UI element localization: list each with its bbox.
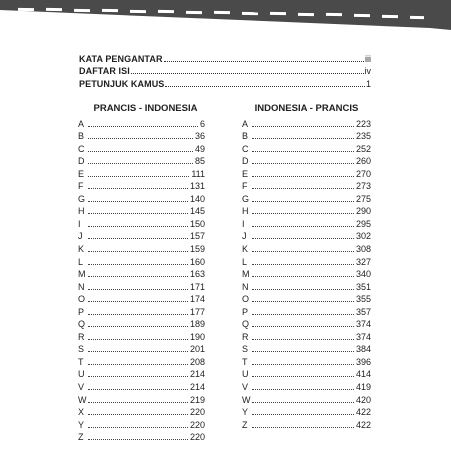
index-entry[interactable] — [242, 393, 371, 406]
entry-page: 396 — [355, 356, 371, 367]
entry-letter: I — [78, 218, 81, 229]
dot-leader — [88, 376, 188, 377]
dot-leader — [252, 351, 354, 352]
index-entry[interactable] — [78, 217, 205, 230]
index-entry[interactable] — [78, 268, 205, 281]
entry-letter: J — [242, 231, 247, 242]
entry-page: 208 — [189, 356, 205, 367]
entry-letter: K — [242, 244, 249, 255]
entry-letter: L — [78, 256, 84, 267]
dot-leader — [88, 339, 188, 340]
entry-letter: A — [242, 118, 249, 129]
index-entry[interactable] — [242, 305, 371, 318]
index-entry[interactable] — [78, 380, 205, 393]
dot-leader — [88, 138, 193, 139]
index-entry[interactable] — [78, 280, 205, 293]
entry-letter: T — [242, 356, 248, 367]
entry-letter: V — [242, 382, 249, 393]
index-entry[interactable] — [78, 393, 205, 406]
entry-letter: D — [78, 156, 85, 167]
dot-leader — [252, 427, 354, 428]
dot-leader — [88, 414, 188, 415]
dot-leader — [252, 301, 354, 302]
entry-page: 414 — [355, 369, 371, 380]
index-entry[interactable] — [242, 192, 371, 205]
entry-page: 275 — [355, 193, 371, 204]
index-entry[interactable] — [242, 155, 371, 168]
entry-page: 223 — [355, 118, 371, 129]
index-entry[interactable] — [78, 343, 205, 356]
dot-leader — [88, 213, 188, 214]
dot-leader — [88, 389, 188, 390]
entry-page: 111 — [191, 168, 205, 179]
entry-page: 190 — [189, 331, 205, 342]
entry-page: 214 — [189, 369, 205, 380]
index-entry[interactable] — [242, 167, 371, 180]
index-entry[interactable] — [242, 380, 371, 393]
entry-letter: P — [242, 306, 249, 317]
entry-page: 357 — [355, 306, 371, 317]
front-matter-label: DAFTAR ISI — [79, 66, 130, 76]
index-entry[interactable] — [78, 230, 205, 243]
dot-leader — [88, 364, 188, 365]
entry-page: 171 — [189, 281, 205, 292]
entry-page: 270 — [355, 168, 371, 179]
entry-letter: K — [78, 244, 85, 255]
entry-page: 374 — [355, 331, 371, 342]
dot-leader — [252, 314, 354, 315]
entry-letter: Y — [78, 419, 85, 430]
entry-page: 302 — [355, 231, 371, 242]
dot-leader — [88, 151, 193, 152]
dot-leader — [252, 126, 354, 127]
index-entry[interactable] — [78, 406, 205, 419]
dot-leader — [252, 226, 354, 227]
front-matter-page: iii — [365, 53, 371, 64]
entry-letter: H — [242, 206, 249, 217]
entry-page: 145 — [189, 206, 205, 217]
dot-leader — [88, 289, 188, 290]
dot-leader — [88, 163, 193, 164]
entry-letter: S — [78, 344, 85, 355]
entry-letter: H — [78, 206, 85, 217]
entry-letter: Z — [242, 419, 248, 430]
entry-page: 150 — [189, 218, 205, 229]
index-entry[interactable] — [78, 130, 205, 143]
entry-letter: Y — [242, 407, 249, 418]
entry-page: 220 — [189, 419, 205, 430]
entry-page: 273 — [355, 181, 371, 192]
index-entry[interactable] — [78, 205, 205, 218]
entry-page: 177 — [189, 306, 205, 317]
decorative-top-band — [0, 0, 451, 30]
entry-letter: R — [242, 331, 249, 342]
front-matter-item[interactable] — [79, 77, 371, 90]
entry-page: 290 — [355, 206, 371, 217]
entry-letter: M — [242, 269, 250, 280]
index-entry[interactable] — [242, 280, 371, 293]
dot-leader — [252, 376, 354, 377]
entry-letter: Q — [242, 319, 250, 330]
entry-page: 159 — [189, 244, 205, 255]
dot-leader — [88, 351, 188, 352]
entry-letter: W — [242, 394, 251, 405]
index-entry[interactable] — [78, 142, 205, 155]
entry-letter: U — [242, 369, 249, 380]
dot-leader — [252, 213, 354, 214]
dot-leader — [88, 176, 189, 177]
index-entry[interactable] — [78, 155, 205, 168]
entry-letter: Q — [78, 319, 86, 330]
front-matter-item[interactable] — [79, 65, 371, 78]
dot-leader — [252, 276, 354, 277]
dot-leader — [164, 61, 364, 62]
dot-leader — [165, 86, 365, 87]
index-entry-list — [242, 117, 371, 431]
entry-page: 351 — [355, 281, 371, 292]
front-matter-item[interactable] — [79, 52, 371, 65]
column-title: INDONESIA - PRANCIS — [254, 103, 359, 114]
index-entry[interactable] — [242, 406, 371, 419]
dot-leader — [88, 427, 188, 428]
front-matter-list — [79, 52, 371, 90]
dot-leader — [252, 163, 354, 164]
index-entry[interactable] — [242, 368, 371, 381]
entry-page: 163 — [189, 269, 205, 280]
dot-leader — [88, 251, 188, 252]
index-entry[interactable] — [242, 355, 371, 368]
entry-page: 174 — [189, 294, 205, 305]
index-entry[interactable] — [242, 255, 371, 268]
entry-letter: C — [242, 143, 249, 154]
entry-page: 140 — [189, 193, 205, 204]
entry-page: 355 — [355, 294, 371, 305]
entry-letter: R — [78, 331, 85, 342]
dot-leader — [252, 364, 354, 365]
dot-leader — [252, 138, 354, 139]
dot-leader — [252, 188, 354, 189]
entry-letter: J — [78, 231, 83, 242]
entry-page: 36 — [194, 131, 205, 142]
index-entry[interactable] — [78, 180, 205, 193]
index-entry[interactable] — [78, 418, 205, 431]
entry-page: 420 — [355, 394, 371, 405]
entry-letter: U — [78, 369, 85, 380]
entry-page: 214 — [189, 382, 205, 393]
dashed-road-graphic — [0, 0, 451, 30]
column-title: PRANCIS - INDONESIA — [93, 103, 198, 114]
entry-letter: G — [242, 193, 250, 204]
index-column-indonesia-prancis — [242, 103, 371, 431]
entry-letter: N — [242, 281, 249, 292]
index-entry[interactable] — [78, 318, 205, 331]
index-column-prancis-indonesia — [78, 103, 205, 443]
entry-letter: G — [78, 193, 86, 204]
entry-page: 201 — [189, 344, 205, 355]
entry-letter: F — [242, 181, 248, 192]
index-entry[interactable] — [78, 192, 205, 205]
entry-letter: O — [78, 294, 86, 305]
entry-letter: E — [242, 168, 249, 179]
entry-letter: O — [242, 294, 250, 305]
entry-page: 157 — [189, 231, 205, 242]
dot-leader — [252, 176, 354, 177]
entry-page: 308 — [355, 244, 371, 255]
dot-leader — [252, 251, 354, 252]
entry-page: 384 — [355, 344, 371, 355]
entry-letter: A — [78, 118, 85, 129]
entry-letter: X — [78, 407, 85, 418]
entry-page: 419 — [355, 382, 371, 393]
entry-page: 219 — [189, 394, 205, 405]
dot-leader — [252, 151, 354, 152]
entry-page: 49 — [194, 143, 205, 154]
entry-letter: E — [78, 168, 85, 179]
index-entry[interactable] — [242, 217, 371, 230]
index-entry[interactable] — [242, 268, 371, 281]
entry-page: 260 — [355, 156, 371, 167]
entry-page: 160 — [189, 256, 205, 267]
dot-leader — [252, 339, 354, 340]
dot-leader — [88, 264, 188, 265]
dot-leader — [252, 238, 354, 239]
entry-letter: L — [242, 256, 248, 267]
index-entry[interactable] — [78, 330, 205, 343]
index-entry[interactable] — [78, 355, 205, 368]
dot-leader — [252, 201, 354, 202]
entry-letter: M — [78, 269, 86, 280]
index-entry[interactable] — [78, 255, 205, 268]
entry-letter: I — [242, 218, 245, 229]
index-entry[interactable] — [242, 418, 371, 431]
entry-letter: W — [78, 394, 87, 405]
dot-leader — [252, 264, 354, 265]
index-entry[interactable] — [242, 130, 371, 143]
index-entry[interactable] — [78, 242, 205, 255]
dot-leader — [252, 289, 354, 290]
dot-leader — [252, 389, 354, 390]
entry-page: 235 — [355, 131, 371, 142]
index-entry[interactable] — [78, 368, 205, 381]
index-entry[interactable] — [242, 230, 371, 243]
entry-letter: D — [242, 156, 249, 167]
entry-page: 422 — [355, 407, 371, 418]
dot-leader — [88, 226, 188, 227]
dot-leader — [88, 201, 188, 202]
entry-letter: B — [242, 131, 249, 142]
dot-leader — [88, 326, 188, 327]
entry-letter: N — [78, 281, 85, 292]
dot-leader — [88, 238, 188, 239]
dot-leader — [88, 402, 188, 403]
entry-page: 85 — [194, 156, 205, 167]
index-entry[interactable] — [242, 330, 371, 343]
index-entry[interactable] — [242, 180, 371, 193]
entry-page: 131 — [189, 181, 205, 192]
front-matter-label: PETUNJUK KAMUS — [79, 78, 165, 89]
index-entry[interactable] — [78, 293, 205, 306]
index-entry[interactable] — [78, 305, 205, 318]
entry-page: 374 — [355, 319, 371, 330]
entry-letter: F — [78, 181, 84, 192]
entry-page: 327 — [355, 256, 371, 267]
entry-page: 340 — [355, 269, 371, 280]
entry-letter: V — [78, 382, 85, 393]
index-entry-list — [78, 117, 205, 443]
entry-letter: P — [78, 306, 85, 317]
dot-leader — [252, 414, 354, 415]
entry-page: 295 — [355, 218, 371, 229]
index-entry[interactable] — [242, 318, 371, 331]
front-matter-page: 1 — [365, 78, 371, 89]
dot-leader — [88, 314, 188, 315]
front-matter-page: iv — [364, 66, 371, 76]
dot-leader — [252, 402, 354, 403]
index-entry[interactable] — [242, 117, 371, 130]
entry-letter: C — [78, 143, 85, 154]
index-entry[interactable] — [242, 343, 371, 356]
dot-leader — [252, 326, 354, 327]
entry-letter: T — [78, 356, 84, 367]
index-entry[interactable] — [242, 293, 371, 306]
entry-page: 252 — [355, 143, 371, 154]
dot-leader — [88, 276, 188, 277]
dot-leader — [88, 301, 188, 302]
front-matter-label: KATA PENGANTAR — [79, 53, 163, 64]
entry-page: 6 — [199, 118, 205, 129]
index-entry[interactable] — [242, 242, 371, 255]
index-entry[interactable] — [78, 117, 205, 130]
dot-leader — [88, 126, 198, 127]
entry-page: 220 — [189, 407, 205, 418]
index-entry[interactable] — [78, 431, 205, 444]
dot-leader — [131, 73, 364, 74]
index-entry[interactable] — [242, 205, 371, 218]
entry-page: 189 — [189, 319, 205, 330]
entry-page: 422 — [355, 419, 371, 430]
entry-letter: S — [242, 344, 249, 355]
index-entry[interactable] — [78, 167, 205, 180]
entry-letter: B — [78, 131, 85, 142]
entry-page: 220 — [189, 432, 205, 443]
dot-leader — [88, 188, 188, 189]
dot-leader — [88, 439, 188, 440]
entry-letter: Z — [78, 432, 84, 443]
index-entry[interactable] — [242, 142, 371, 155]
